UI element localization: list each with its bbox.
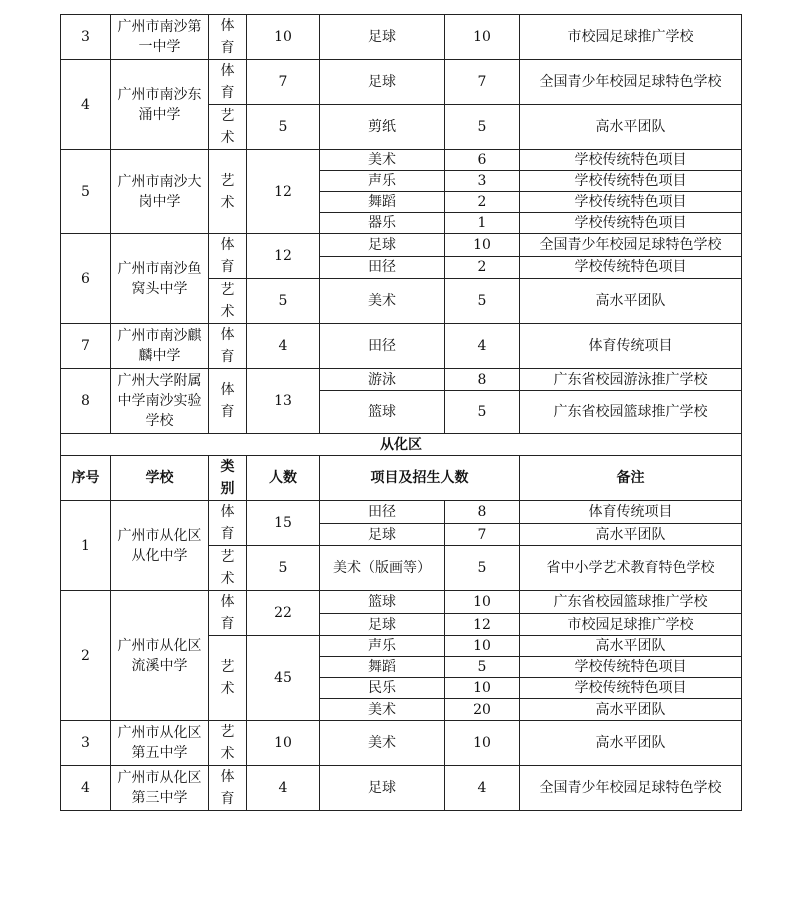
note-cell: 广东省校园篮球推广学校 [520, 591, 742, 614]
school-name: 广州市南沙大岗中学 [117, 173, 202, 210]
project-cell: 游泳 [320, 369, 445, 391]
seq-cell: 8 [61, 369, 111, 434]
count-cell: 13 [247, 369, 320, 434]
project-cell: 足球 [320, 614, 445, 636]
count-cell: 45 [247, 636, 320, 721]
project-cell: 美术 [320, 150, 445, 171]
school-name: 广州市南沙麒麟中学 [117, 328, 202, 364]
project-cell: 足球 [320, 60, 445, 105]
type-label: 艺术 [220, 282, 235, 320]
header-note: 备注 [520, 456, 742, 501]
project-cell: 美术 [320, 699, 445, 721]
project-cell: 器乐 [320, 213, 445, 234]
quota-cell: 10 [445, 678, 520, 699]
seq-cell: 5 [61, 150, 111, 234]
quota-cell: 5 [445, 546, 520, 591]
note-cell: 全国青少年校园足球特色学校 [520, 766, 742, 811]
seq-cell: 3 [61, 15, 111, 60]
school-name: 广州大学附属中学南沙实验学校 [117, 373, 202, 429]
table-row [61, 324, 742, 369]
note-cell: 广东省校园篮球推广学校 [520, 391, 742, 434]
note-cell: 体育传统项目 [520, 501, 742, 524]
project-cell: 舞蹈 [320, 657, 445, 678]
type-cell [209, 369, 247, 434]
project-cell: 篮球 [320, 591, 445, 614]
note-cell: 高水平团队 [520, 699, 742, 721]
type-label: 体育 [220, 63, 235, 101]
project-cell: 足球 [320, 15, 445, 60]
quota-cell: 10 [445, 15, 520, 60]
count-cell: 4 [247, 324, 320, 369]
count-cell: 5 [247, 105, 320, 150]
quota-cell: 10 [445, 636, 520, 657]
type-label: 体育 [220, 237, 235, 275]
table-row [61, 501, 742, 524]
seq-cell: 3 [61, 721, 111, 766]
table-row [61, 150, 742, 171]
project-cell: 篮球 [320, 391, 445, 434]
note-cell: 省中小学艺术教育特色学校 [520, 546, 742, 591]
seq-cell: 2 [61, 591, 111, 721]
quota-cell: 4 [445, 324, 520, 369]
quota-cell: 4 [445, 766, 520, 811]
project-cell: 足球 [320, 524, 445, 546]
quota-cell: 8 [445, 369, 520, 391]
type-label: 艺术 [220, 659, 235, 697]
note-cell: 全国青少年校园足球特色学校 [520, 60, 742, 105]
note-cell: 高水平团队 [520, 721, 742, 766]
type-cell [209, 105, 247, 150]
seq-cell: 7 [61, 324, 111, 369]
note-cell: 全国青少年校园足球特色学校 [520, 234, 742, 257]
type-cell [209, 324, 247, 369]
quota-cell: 6 [445, 150, 520, 171]
table-row [61, 15, 742, 60]
project-cell: 田径 [320, 256, 445, 279]
note-cell: 体育传统项目 [520, 324, 742, 369]
header-school: 学校 [111, 456, 209, 501]
school-cell [111, 501, 209, 591]
note-cell: 学校传统特色项目 [520, 678, 742, 699]
note-cell: 市校园足球推广学校 [520, 614, 742, 636]
school-name: 广州市从化区第三中学 [117, 770, 202, 806]
type-label: 体育 [220, 504, 235, 542]
quota-cell: 20 [445, 699, 520, 721]
school-cell [111, 591, 209, 721]
section-title: 从化区 [61, 434, 742, 456]
table-row [61, 234, 742, 257]
project-cell: 美术 [320, 279, 445, 324]
quota-cell: 8 [445, 501, 520, 524]
count-cell: 22 [247, 591, 320, 636]
type-cell [209, 234, 247, 279]
type-cell [209, 546, 247, 591]
type-label: 艺术 [220, 108, 235, 146]
type-cell [209, 636, 247, 721]
table-row [61, 60, 742, 105]
project-cell: 剪纸 [320, 105, 445, 150]
header-count: 人数 [247, 456, 320, 501]
type-cell [209, 15, 247, 60]
project-cell: 美术（版画等） [320, 546, 445, 591]
quota-cell: 2 [445, 192, 520, 213]
type-label: 体育 [220, 327, 235, 365]
school-cell [111, 324, 209, 369]
quota-cell: 10 [445, 591, 520, 614]
project-cell: 声乐 [320, 636, 445, 657]
note-cell: 高水平团队 [520, 105, 742, 150]
note-cell: 高水平团队 [520, 636, 742, 657]
quota-cell: 5 [445, 657, 520, 678]
quota-cell: 12 [445, 614, 520, 636]
count-cell: 12 [247, 150, 320, 234]
quota-cell: 5 [445, 105, 520, 150]
project-cell: 田径 [320, 501, 445, 524]
count-cell: 4 [247, 766, 320, 811]
school-cell [111, 15, 209, 60]
type-cell [209, 766, 247, 811]
type-label: 体育 [220, 382, 235, 420]
school-name: 广州市从化区流溪中学 [117, 637, 202, 674]
note-cell: 学校传统特色项目 [520, 657, 742, 678]
count-cell: 10 [247, 721, 320, 766]
note-cell: 学校传统特色项目 [520, 171, 742, 192]
note-cell: 高水平团队 [520, 524, 742, 546]
type-cell [209, 501, 247, 546]
school-cell [111, 721, 209, 766]
seq-cell: 1 [61, 501, 111, 591]
school-cell [111, 766, 209, 811]
type-cell [209, 60, 247, 105]
quota-cell: 10 [445, 721, 520, 766]
quota-cell: 3 [445, 171, 520, 192]
header-row [61, 456, 742, 501]
section-row [61, 434, 742, 456]
note-cell: 学校传统特色项目 [520, 256, 742, 279]
count-cell: 12 [247, 234, 320, 279]
table-row [61, 766, 742, 811]
project-cell: 声乐 [320, 171, 445, 192]
project-cell: 足球 [320, 766, 445, 811]
note-cell: 学校传统特色项目 [520, 192, 742, 213]
count-cell: 5 [247, 546, 320, 591]
quota-cell: 1 [445, 213, 520, 234]
table-row [61, 369, 742, 391]
school-cell [111, 234, 209, 324]
seq-cell: 4 [61, 60, 111, 150]
count-cell: 15 [247, 501, 320, 546]
header-project: 项目及招生人数 [320, 456, 520, 501]
header-type-label: 类别 [220, 459, 235, 497]
type-cell [209, 591, 247, 636]
school-name: 广州市南沙鱼窝头中学 [117, 260, 202, 297]
header-type [209, 456, 247, 501]
header-seq: 序号 [61, 456, 111, 501]
note-cell: 高水平团队 [520, 279, 742, 324]
school-cell [111, 60, 209, 150]
count-cell: 10 [247, 15, 320, 60]
project-cell: 田径 [320, 324, 445, 369]
count-cell: 7 [247, 60, 320, 105]
type-label: 艺术 [220, 724, 235, 762]
type-label: 体育 [220, 18, 235, 56]
enrollment-table [60, 14, 742, 811]
seq-cell: 6 [61, 234, 111, 324]
project-cell: 舞蹈 [320, 192, 445, 213]
type-cell [209, 721, 247, 766]
type-cell [209, 150, 247, 234]
quota-cell: 10 [445, 234, 520, 257]
table-row [61, 721, 742, 766]
count-cell: 5 [247, 279, 320, 324]
project-cell: 美术 [320, 721, 445, 766]
note-cell: 学校传统特色项目 [520, 150, 742, 171]
note-cell: 学校传统特色项目 [520, 213, 742, 234]
project-cell: 足球 [320, 234, 445, 257]
type-label: 体育 [220, 769, 235, 807]
school-name: 广州市南沙第一中学 [117, 19, 202, 55]
school-cell [111, 150, 209, 234]
quota-cell: 5 [445, 391, 520, 434]
school-name: 广州市从化区从化中学 [117, 527, 202, 564]
project-cell: 民乐 [320, 678, 445, 699]
quota-cell: 5 [445, 279, 520, 324]
school-name: 广州市南沙东涌中学 [117, 86, 202, 123]
quota-cell: 2 [445, 256, 520, 279]
note-cell: 广东省校园游泳推广学校 [520, 369, 742, 391]
type-label: 艺术 [220, 549, 235, 587]
seq-cell: 4 [61, 766, 111, 811]
note-cell: 市校园足球推广学校 [520, 15, 742, 60]
school-cell [111, 369, 209, 434]
type-label: 体育 [220, 594, 235, 632]
quota-cell: 7 [445, 60, 520, 105]
school-name: 广州市从化区第五中学 [117, 725, 202, 761]
type-cell [209, 279, 247, 324]
type-label: 艺术 [220, 172, 235, 211]
quota-cell: 7 [445, 524, 520, 546]
table-row [61, 591, 742, 614]
